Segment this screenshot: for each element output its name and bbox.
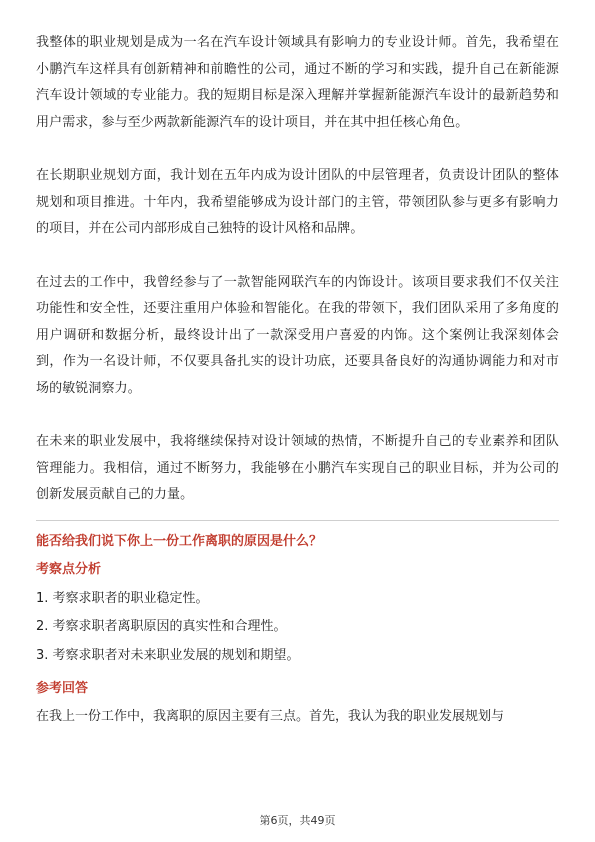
section-divider — [36, 520, 559, 521]
list-item: 2. 考察求职者离职原因的真实性和合理性。 — [36, 619, 287, 634]
reference-heading: 参考回答 — [36, 681, 89, 696]
analysis-heading: 考察点分析 — [36, 561, 102, 577]
analysis-list — [36, 585, 559, 671]
page-number: 第6页，共49页 — [259, 814, 336, 827]
paragraph-past-work: 在过去的工作中，我曾经参与了一款智能网联汽车的内饰设计。该项目要求我们不仅关注功能性和安全性，还要注重用户体验和智能化。在我的带领下，我们团队采用了多角度的用户调研和数据分析，最终设计出了一款深受用户喜爱的内饰。这个案例让我深刻体会到，作为一名设计师，不仅要具备扎实的设计功底，还要具备良好的沟通协调能力和对市场的敏锐洞察力。 — [36, 274, 559, 396]
paragraph-long-term-plan: 在长期职业规划方面，我计划在五年内成为设计团队的中层管理者，负责设计团队的整体规划和项目推进。十年内，我希望能够成为设计部门的主管，带领团队参与更多有影响力的项目，并在公司内部形成自己独特的设计风格和品牌。 — [36, 168, 559, 236]
page-content — [36, 30, 559, 730]
reference-answer: 在我上一份工作中，我离职的原因主要有三点。首先，我认为我的职业发展规划与 — [36, 709, 505, 724]
list-item: 3. 考察求职者对未来职业发展的规划和期望。 — [36, 647, 300, 663]
interview-question: 能否给我们说下你上一份工作离职的原因是什么？ — [36, 533, 323, 549]
paragraph-future-development: 在未来的职业发展中，我将继续保持对设计领域的热情，不断提升自己的专业素养和团队管理能力。我相信，通过不断努力，我能够在小鹏汽车实现自己的职业目标，并为公司的创新发展贡献自己的力量。 — [36, 434, 559, 502]
list-item: 1. 考察求职者的职业稳定性。 — [36, 590, 209, 606]
paragraph-career-plan: 我整体的职业规划是成为一名在汽车设计领域具有影响力的专业设计师。首先，我希望在小鹏汽车这样具有创新精神和前瞻性的公司，通过不断的学习和实践，提升自己在新能源汽车设计领域的专业能力。我的短期目标是深入理解并掌握新能源汽车设计的最新趋势和用户需求，参与至少两款新能源汽车的设计项目，并在其中担任核心角色。 — [36, 35, 559, 130]
